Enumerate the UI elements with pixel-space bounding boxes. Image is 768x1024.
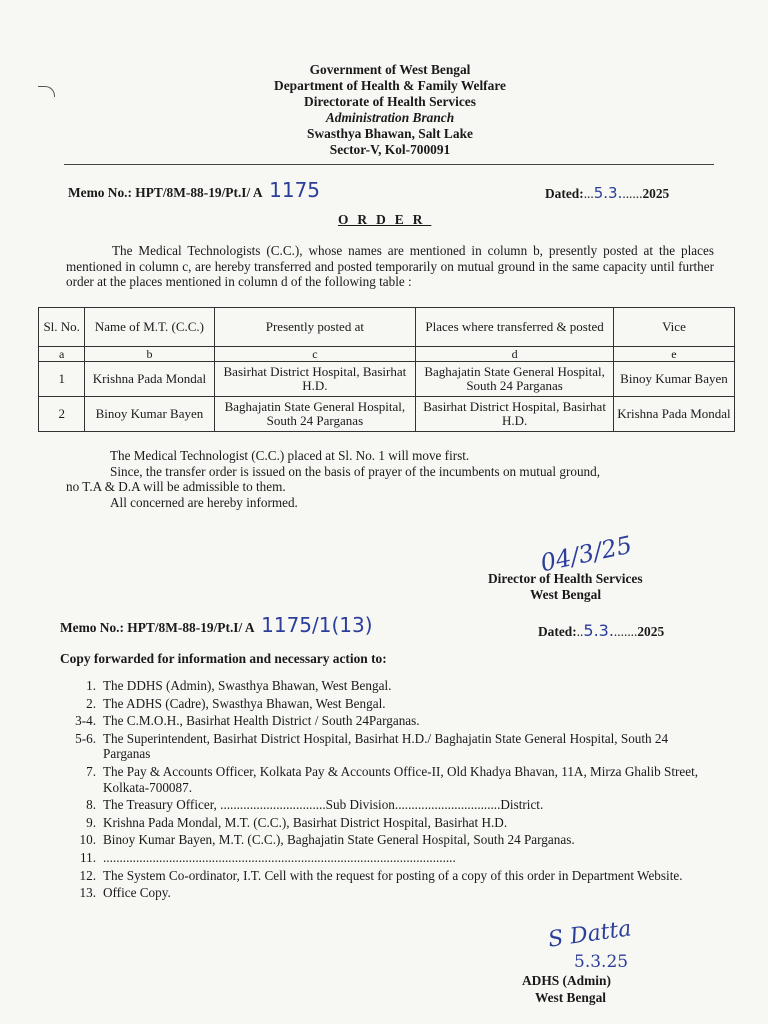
order-paragraph — [66, 243, 714, 290]
header-sector: Sector-V, Kol-700091 — [329, 142, 451, 157]
list-text: Office Copy. — [103, 885, 171, 901]
note-no-ta-da: no T.A & D.A will be admissible to them. — [66, 479, 286, 494]
table-row — [39, 362, 735, 397]
table-header-row — [39, 308, 735, 347]
letterhead — [200, 62, 580, 158]
director-block — [488, 571, 643, 603]
adhs-block — [522, 972, 611, 1006]
list-text: The DDHS (Admin), Swasthya Bhawan, West Bengal. — [103, 678, 392, 693]
transfer-table — [38, 307, 735, 432]
memo-number: 1175/1(13) — [261, 613, 373, 637]
memo-date: Dated:...5.3.......2025 — [545, 184, 670, 202]
table-row — [39, 397, 735, 432]
cell-transferred-post: Baghajatin State General Hospital, South 24 Parganas — [416, 362, 614, 397]
cell-present-post: Baghajatin State General Hospital, South 24 Parganas — [214, 397, 416, 432]
list-number: 5-6. — [75, 730, 96, 746]
list-item — [56, 678, 716, 694]
dated-year: 2025 — [642, 186, 670, 201]
memo-line — [68, 178, 320, 202]
header-vice: Vice — [613, 308, 734, 347]
header-branch: Administration Branch — [325, 110, 455, 125]
col-letter: e — [613, 347, 734, 362]
list-text: Krishna Pada Mondal, M.T. (C.C.), Basirhat District Hospital, Basirhat H.D. — [103, 814, 508, 830]
header-name: Name of M.T. (C.C.) — [85, 308, 214, 347]
header-sl-no: Sl. No. — [39, 308, 85, 347]
director-state: West Bengal — [530, 587, 602, 602]
col-letter: b — [85, 347, 214, 362]
list-text: Binoy Kumar Bayen, M.T. (C.C.), Baghajatin State General Hospital, South 24 Parganas. — [103, 832, 575, 848]
header-department: Department of Health & Family Welfare — [274, 78, 506, 93]
header-divider — [64, 164, 714, 165]
list-text: The System Co-ordinator, I.T. Cell with the request for posting of a copy of this order in Department Website. — [103, 867, 683, 883]
list-number: 8. — [86, 797, 96, 813]
memo-label: Memo No.: HPT/8M-88-19/Pt.I/ A — [60, 620, 254, 635]
list-item — [56, 713, 716, 729]
list-number: 11. — [80, 849, 96, 865]
list-item — [56, 764, 716, 795]
header-transferred-post: Places where transferred & posted — [416, 308, 614, 347]
dated-label: Dated: — [545, 186, 584, 201]
dated-value: 5.3. — [593, 184, 623, 202]
note-move-first: The Medical Technologist (C.C.) placed at Sl. No. 1 will move first. — [110, 448, 470, 463]
cell-transferred-post: Basirhat District Hospital, Basirhat H.D. — [416, 397, 614, 432]
list-item — [56, 850, 716, 866]
cell-sl-no: 1 — [39, 362, 85, 397]
header-address: Swasthya Bhawan, Salt Lake — [307, 126, 473, 141]
adhs-title: ADHS (Admin) — [522, 973, 611, 988]
list-number: 13. — [79, 885, 96, 901]
director-title: Director of Health Services — [488, 571, 643, 586]
list-item — [56, 868, 716, 884]
order-title: ORDER — [338, 212, 432, 227]
adhs-signature-date: 5.3.25 — [574, 952, 629, 972]
list-text: The Superintendent, Basirhat District Hospital, Basirhat H.D./ Baghajatin State General Hospital, South 24 Parganas — [103, 730, 669, 762]
order-paragraph-text: The Medical Technologists (C.C.), whose names are mentioned in column b, presently posted at the places mentioned in column c, are hereby transferred and posted temporarily on mutual ground in the same capacity until further order at the places mentioned in column d of the following table : — [66, 243, 714, 289]
note-informed: All concerned are hereby informed. — [110, 494, 298, 510]
list-text: ........................................................................................................... — [103, 849, 456, 865]
memo-date-copy: Dated:..5.3........2025 — [538, 621, 665, 640]
table-letter-row — [39, 347, 735, 362]
list-item — [56, 815, 716, 831]
list-number: 10. — [79, 832, 96, 848]
copy-forwarded-heading: Copy forwarded for information and necessary action to: — [60, 651, 387, 666]
list-item — [56, 731, 716, 762]
list-text: The Pay & Accounts Officer, Kolkata Pay & Accounts Office-II, Old Khadya Bhavan, 11A, Mirza Ghalib Street, Kolkata-700087. — [103, 763, 699, 795]
dated-value: 5.3. — [583, 621, 614, 640]
list-number: 7. — [86, 763, 96, 779]
list-number: 2. — [86, 695, 96, 711]
list-number: 1. — [86, 678, 96, 693]
margin-mark — [38, 86, 55, 97]
cell-name: Binoy Kumar Bayen — [85, 397, 214, 432]
cell-name: Krishna Pada Mondal — [85, 362, 214, 397]
cell-present-post: Basirhat District Hospital, Basirhat H.D. — [214, 362, 416, 397]
header-present-post: Presently posted at — [214, 308, 416, 347]
list-item — [56, 832, 716, 848]
memo-number: 1175 — [269, 178, 321, 202]
list-text: The ADHS (Cadre), Swasthya Bhawan, West Bengal. — [103, 695, 386, 711]
order-notes — [66, 448, 714, 510]
header-government: Government of West Bengal — [309, 62, 471, 77]
list-item — [56, 797, 716, 813]
dated-label: Dated: — [538, 624, 577, 639]
cell-sl-no: 2 — [39, 397, 85, 432]
cell-vice: Binoy Kumar Bayen — [613, 362, 734, 397]
list-text: The C.M.O.H., Basirhat Health District / South 24Parganas. — [103, 713, 420, 729]
list-number: 12. — [79, 867, 96, 883]
col-letter: d — [416, 347, 614, 362]
director-signature: 04/3/25 — [538, 530, 635, 578]
dated-year: 2025 — [637, 624, 665, 639]
adhs-signature: S Datta — [546, 916, 633, 953]
col-letter: a — [39, 347, 85, 362]
list-text: The Treasury Officer, ................................Sub Division................................District. — [103, 797, 544, 813]
note-mutual-ground: Since, the transfer order is issued on the basis of prayer of the incumbents on mutual ground, — [110, 463, 601, 479]
header-directorate: Directorate of Health Services — [304, 94, 476, 109]
list-item — [56, 885, 716, 901]
memo-line-copy — [60, 613, 373, 637]
list-number: 3-4. — [75, 713, 96, 729]
cell-vice: Krishna Pada Mondal — [613, 397, 734, 432]
copy-list — [56, 678, 716, 903]
adhs-state: West Bengal — [534, 990, 606, 1005]
memo-label: Memo No.: HPT/8M-88-19/Pt.I/ A — [68, 185, 262, 200]
list-number: 9. — [86, 814, 96, 830]
col-letter: c — [214, 347, 416, 362]
list-item — [56, 696, 716, 712]
